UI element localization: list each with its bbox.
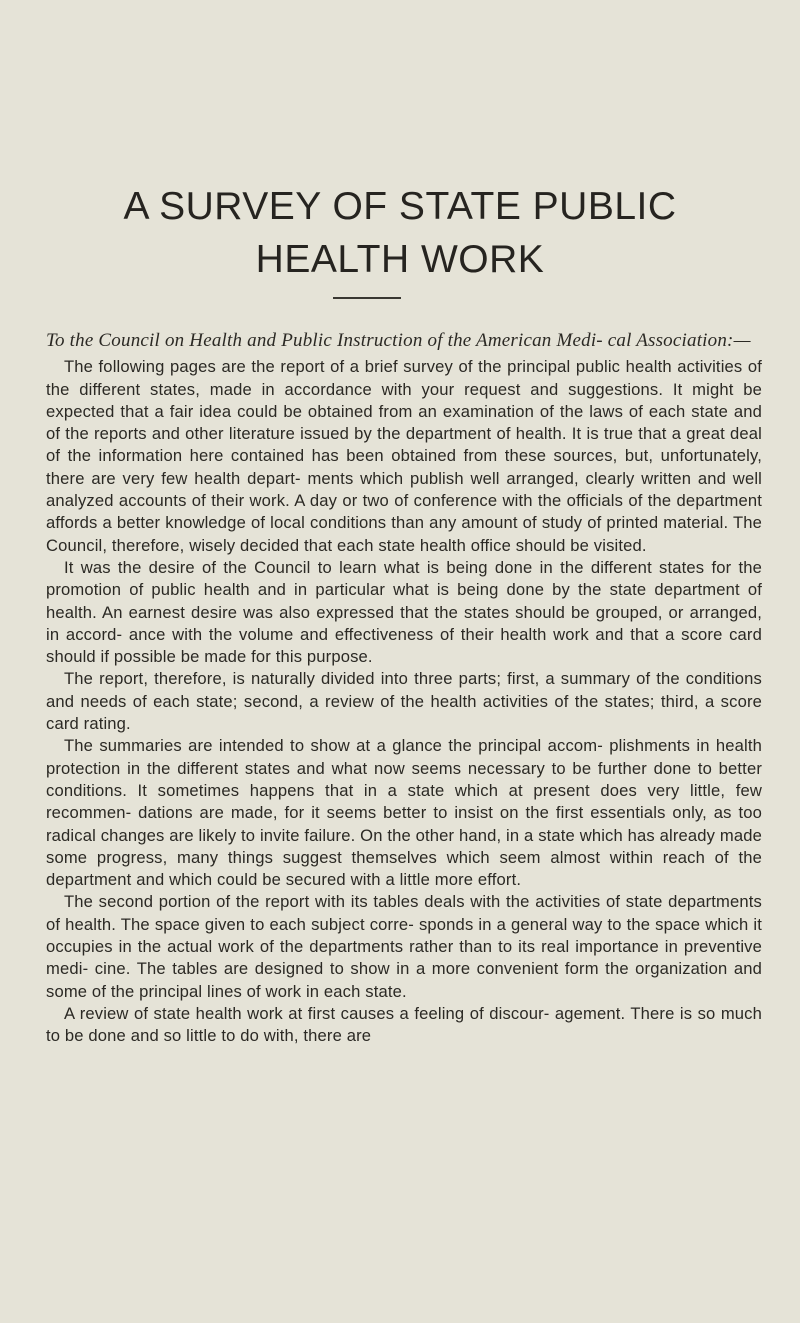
title-line-2: HEALTH WORK <box>255 238 545 281</box>
salutation: To the Council on Health and Public Instruction of the American Medi- cal Association:— <box>46 330 751 351</box>
body-text <box>46 330 762 1048</box>
paragraph-1: The following pages are the report of a brief survey of the principal public health activities of the different states, made in accordance with your request and suggestions. It might be expected that a fair idea could be obtained from an examination of the laws of each state and of the reports and other literature issued by the department of health. It is true that a great deal of the information here contained has been obtained from these sources, but, unfortunately, there are very few health depart- ments which publish well arranged, clearly written and well analyzed accounts of their work. A day or two of conference with the officials of the department affords a better knowledge of local conditions than any amount of study of printed material. The Council, therefore, wisely decided that each state health office should be visited. <box>46 357 762 555</box>
paragraph-2: It was the desire of the Council to learn what is being done in the different states for the promotion of public health and in particular what is being done by the state department of health. An earnest desire was also expressed that the states should be grouped, or arranged, in accord- ance with the volume and effectiveness of their health work and that a score card should if possible be made for this purpose. <box>46 557 762 667</box>
paragraph-5: The second portion of the report with its tables deals with the activities of state departments of health. The space given to each subject corre- sponds in a general way to the space which it occupies in the actual work of the departments rather than to its real importance in preventive medi- cine. The tables are designed to show in a more convenient form the organization and some of the principal lines of work in each state. <box>46 892 762 1001</box>
title-line-1: A SURVEY OF STATE PUBLIC <box>123 185 677 228</box>
title-divider-rule <box>333 297 401 299</box>
document-title <box>0 180 800 286</box>
paragraph-6: A review of state health work at first causes a feeling of discour- agement. There is so much to be done and so little to do with, there are <box>46 1003 762 1046</box>
paragraph-3: The report, therefore, is naturally divided into three parts; first, a summary of the conditions and needs of each state; second, a review of the health activities of the states; third, a score card rating. <box>46 669 762 734</box>
paragraph-4: The summaries are intended to show at a glance the principal accom- plishments in health protection in the different states and what now seems necessary to be further done to better conditions. It sometimes happens that in a state which at present does very little, few recommen- dations are made, for it seems better to insist on the first essentials only, as too radical changes are likely to invite failure. On the other hand, in a state which has already made some progress, many things suggest themselves which seem almost within reach of the department and which could be secured with a little more effort. <box>46 736 762 890</box>
